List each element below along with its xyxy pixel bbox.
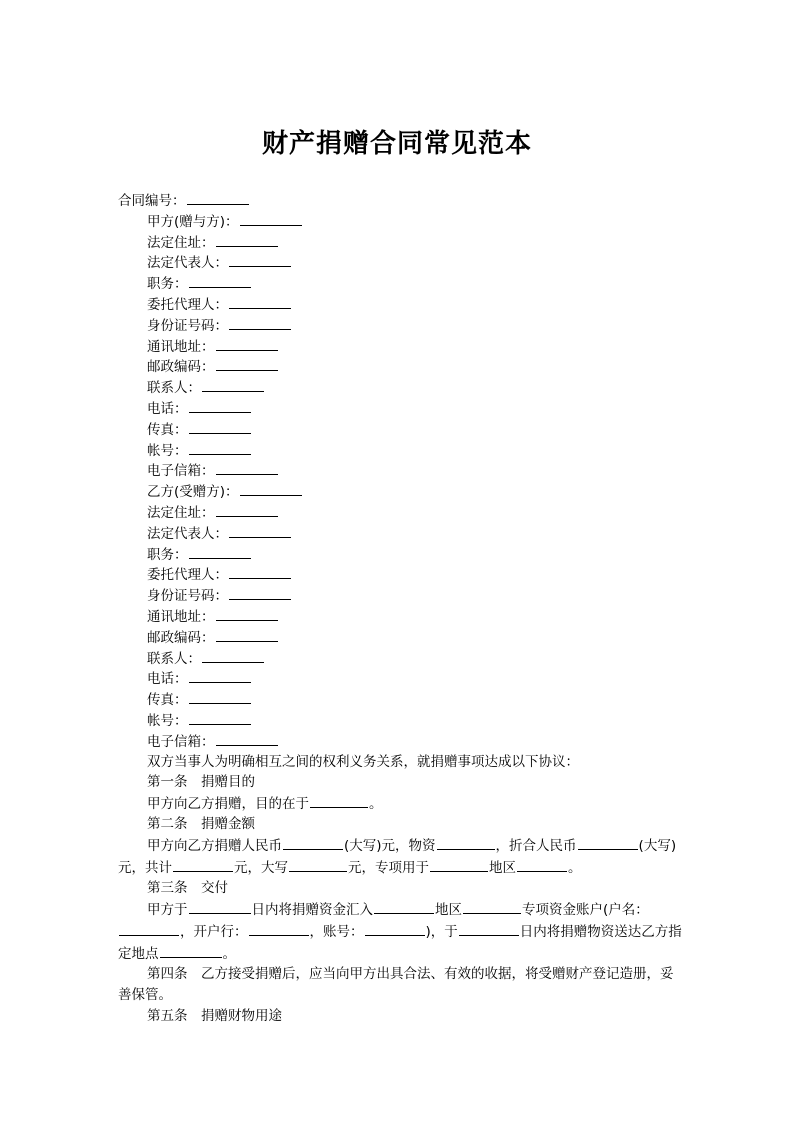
blank bbox=[189, 398, 251, 413]
party-b-email-label: 电子信箱： bbox=[147, 733, 215, 750]
blank bbox=[189, 273, 251, 288]
party-a-id-label: 身份证号码： bbox=[147, 317, 228, 334]
text-segment: 。 bbox=[222, 945, 236, 962]
contract-number-blank bbox=[187, 190, 249, 205]
party-a-contact-line bbox=[118, 377, 686, 398]
blank bbox=[365, 921, 425, 936]
blank bbox=[216, 460, 278, 475]
party-a-email-line bbox=[118, 460, 686, 481]
blank bbox=[310, 793, 368, 808]
blank bbox=[240, 481, 302, 496]
blank bbox=[216, 356, 278, 371]
party-b-phone-label: 电话： bbox=[147, 671, 188, 688]
party-a-account-label: 帐号： bbox=[147, 442, 188, 459]
party-b-account-line bbox=[118, 710, 686, 731]
blank bbox=[240, 211, 302, 226]
blank bbox=[189, 899, 251, 914]
blank bbox=[229, 564, 291, 579]
text-segment: 日内将捐赠资金汇入 bbox=[251, 902, 373, 919]
party-b-mail-address-line bbox=[118, 606, 686, 627]
party-b-address-line bbox=[118, 502, 686, 523]
party-a-representative-label: 法定代表人： bbox=[147, 255, 228, 272]
party-b-email-line bbox=[118, 731, 686, 752]
blank bbox=[229, 585, 291, 600]
blank bbox=[189, 710, 251, 725]
text-segment: 元，大写 bbox=[234, 859, 288, 876]
party-a-phone-label: 电话： bbox=[147, 400, 188, 417]
blank bbox=[189, 689, 251, 704]
article-4-paragraph: 第四条 乙方接受捐赠后，应当向甲方出具合法、有效的收据，将受赠财产登记造册，妥善保管。 bbox=[118, 966, 674, 1004]
party-b-position-label: 职务： bbox=[147, 546, 188, 563]
blank bbox=[216, 731, 278, 746]
blank bbox=[189, 440, 251, 455]
party-b-representative-label: 法定代表人： bbox=[147, 525, 228, 542]
party-a-postcode-line bbox=[118, 356, 686, 377]
party-a-representative-line bbox=[118, 252, 686, 273]
party-b-name-label: 乙方(受赠方)： bbox=[147, 484, 239, 501]
blank bbox=[517, 857, 567, 872]
blank bbox=[216, 232, 278, 247]
blank bbox=[216, 606, 278, 621]
party-a-position-label: 职务： bbox=[147, 276, 188, 293]
blank bbox=[202, 648, 264, 663]
blank bbox=[459, 921, 519, 936]
article-2-heading: 第二条 捐赠金额 bbox=[147, 815, 255, 832]
text-segment: 日内将捐赠物资送达乙方指定地点 bbox=[118, 923, 682, 962]
text-segment: 甲方于 bbox=[147, 902, 188, 919]
document-body bbox=[118, 190, 686, 1027]
blank bbox=[249, 921, 309, 936]
party-a-phone-line bbox=[118, 398, 686, 419]
party-b-agent-line bbox=[118, 564, 686, 585]
blank bbox=[160, 943, 222, 958]
blank bbox=[216, 627, 278, 642]
article-1-text bbox=[118, 793, 686, 814]
party-b-id-label: 身份证号码： bbox=[147, 588, 228, 605]
text-segment: )，于 bbox=[425, 923, 458, 940]
article-3-paragraph bbox=[118, 899, 686, 964]
party-a-contact-label: 联系人： bbox=[147, 380, 201, 397]
blank bbox=[289, 857, 347, 872]
text-segment: 元，专项用于 bbox=[348, 859, 429, 876]
article-1-heading: 第一条 捐赠目的 bbox=[147, 774, 255, 791]
party-b-id-line bbox=[118, 585, 686, 606]
party-a-mail-address-line bbox=[118, 336, 686, 357]
article-1-text-a: 甲方向乙方捐赠，目的在于 bbox=[147, 796, 309, 813]
party-a-postcode-label: 邮政编码： bbox=[147, 359, 215, 376]
text-segment: ，账号： bbox=[309, 923, 364, 940]
blank bbox=[216, 336, 278, 351]
party-b-address-label: 法定住址： bbox=[147, 504, 215, 521]
party-a-name-label: 甲方(赠与方)： bbox=[147, 213, 239, 230]
blank bbox=[437, 835, 495, 850]
party-a-email-label: 电子信箱： bbox=[147, 463, 215, 480]
party-a-position-line bbox=[118, 273, 686, 294]
text-segment: ，开户行： bbox=[180, 923, 248, 940]
blank bbox=[229, 252, 291, 267]
text-segment: 专项资金账户(户名： bbox=[522, 902, 649, 919]
text-segment: ，折合人民币 bbox=[495, 837, 577, 854]
party-a-address-label: 法定住址： bbox=[147, 234, 215, 251]
party-b-representative-line bbox=[118, 523, 686, 544]
party-b-fax-label: 传真： bbox=[147, 692, 188, 709]
party-a-fax-label: 传真： bbox=[147, 421, 188, 438]
party-b-mail-address-label: 通讯地址： bbox=[147, 608, 215, 625]
article-5-heading: 第五条 捐赠财物用途 bbox=[147, 1008, 282, 1025]
blank bbox=[229, 294, 291, 309]
party-a-fax-line bbox=[118, 419, 686, 440]
party-a-address-line bbox=[118, 232, 686, 253]
party-a-agent-line bbox=[118, 294, 686, 315]
party-b-account-label: 帐号： bbox=[147, 712, 188, 729]
article-3-heading: 第三条 交付 bbox=[147, 880, 228, 897]
party-b-postcode-label: 邮政编码： bbox=[147, 629, 215, 646]
party-b-phone-line bbox=[118, 668, 686, 689]
party-a-mail-address-label: 通讯地址： bbox=[147, 338, 215, 355]
intro-paragraph: 双方当事人为明确相互之间的权利义务关系，就捐赠事项达成以下协议： bbox=[147, 753, 579, 770]
blank bbox=[189, 544, 251, 559]
blank bbox=[374, 899, 434, 914]
article-2-paragraph bbox=[118, 835, 686, 879]
blank bbox=[430, 857, 488, 872]
party-b-name-line bbox=[118, 481, 686, 502]
contract-number-line bbox=[118, 190, 686, 211]
blank bbox=[463, 899, 521, 914]
text-segment: 甲方向乙方捐赠人民币 bbox=[147, 837, 282, 854]
blank bbox=[189, 668, 251, 683]
party-b-contact-label: 联系人： bbox=[147, 650, 201, 667]
text-segment: 。 bbox=[568, 859, 582, 876]
text-segment: 地区 bbox=[489, 859, 516, 876]
blank bbox=[216, 502, 278, 517]
article-1-text-b: 。 bbox=[369, 796, 383, 813]
party-b-contact-line bbox=[118, 648, 686, 669]
party-b-position-line bbox=[118, 544, 686, 565]
blank bbox=[202, 377, 264, 392]
party-b-fax-line bbox=[118, 689, 686, 710]
party-a-account-line bbox=[118, 440, 686, 461]
blank bbox=[229, 523, 291, 538]
text-segment: (大写)元，共计 bbox=[118, 837, 677, 876]
blank bbox=[578, 835, 638, 850]
party-b-postcode-line bbox=[118, 627, 686, 648]
party-a-id-line bbox=[118, 315, 686, 336]
party-a-name-line bbox=[118, 211, 686, 232]
party-a-agent-label: 委托代理人： bbox=[147, 296, 228, 313]
contract-number-label: 合同编号： bbox=[118, 193, 186, 209]
party-b-agent-label: 委托代理人： bbox=[147, 567, 228, 584]
document-title: 财产捐赠合同常见范本 bbox=[261, 129, 532, 159]
blank bbox=[189, 419, 251, 434]
blank bbox=[173, 857, 233, 872]
text-segment: (大写)元，物资 bbox=[344, 837, 436, 854]
blank bbox=[229, 315, 291, 330]
blank bbox=[119, 921, 179, 936]
blank bbox=[283, 835, 343, 850]
text-segment: 地区 bbox=[435, 902, 462, 919]
